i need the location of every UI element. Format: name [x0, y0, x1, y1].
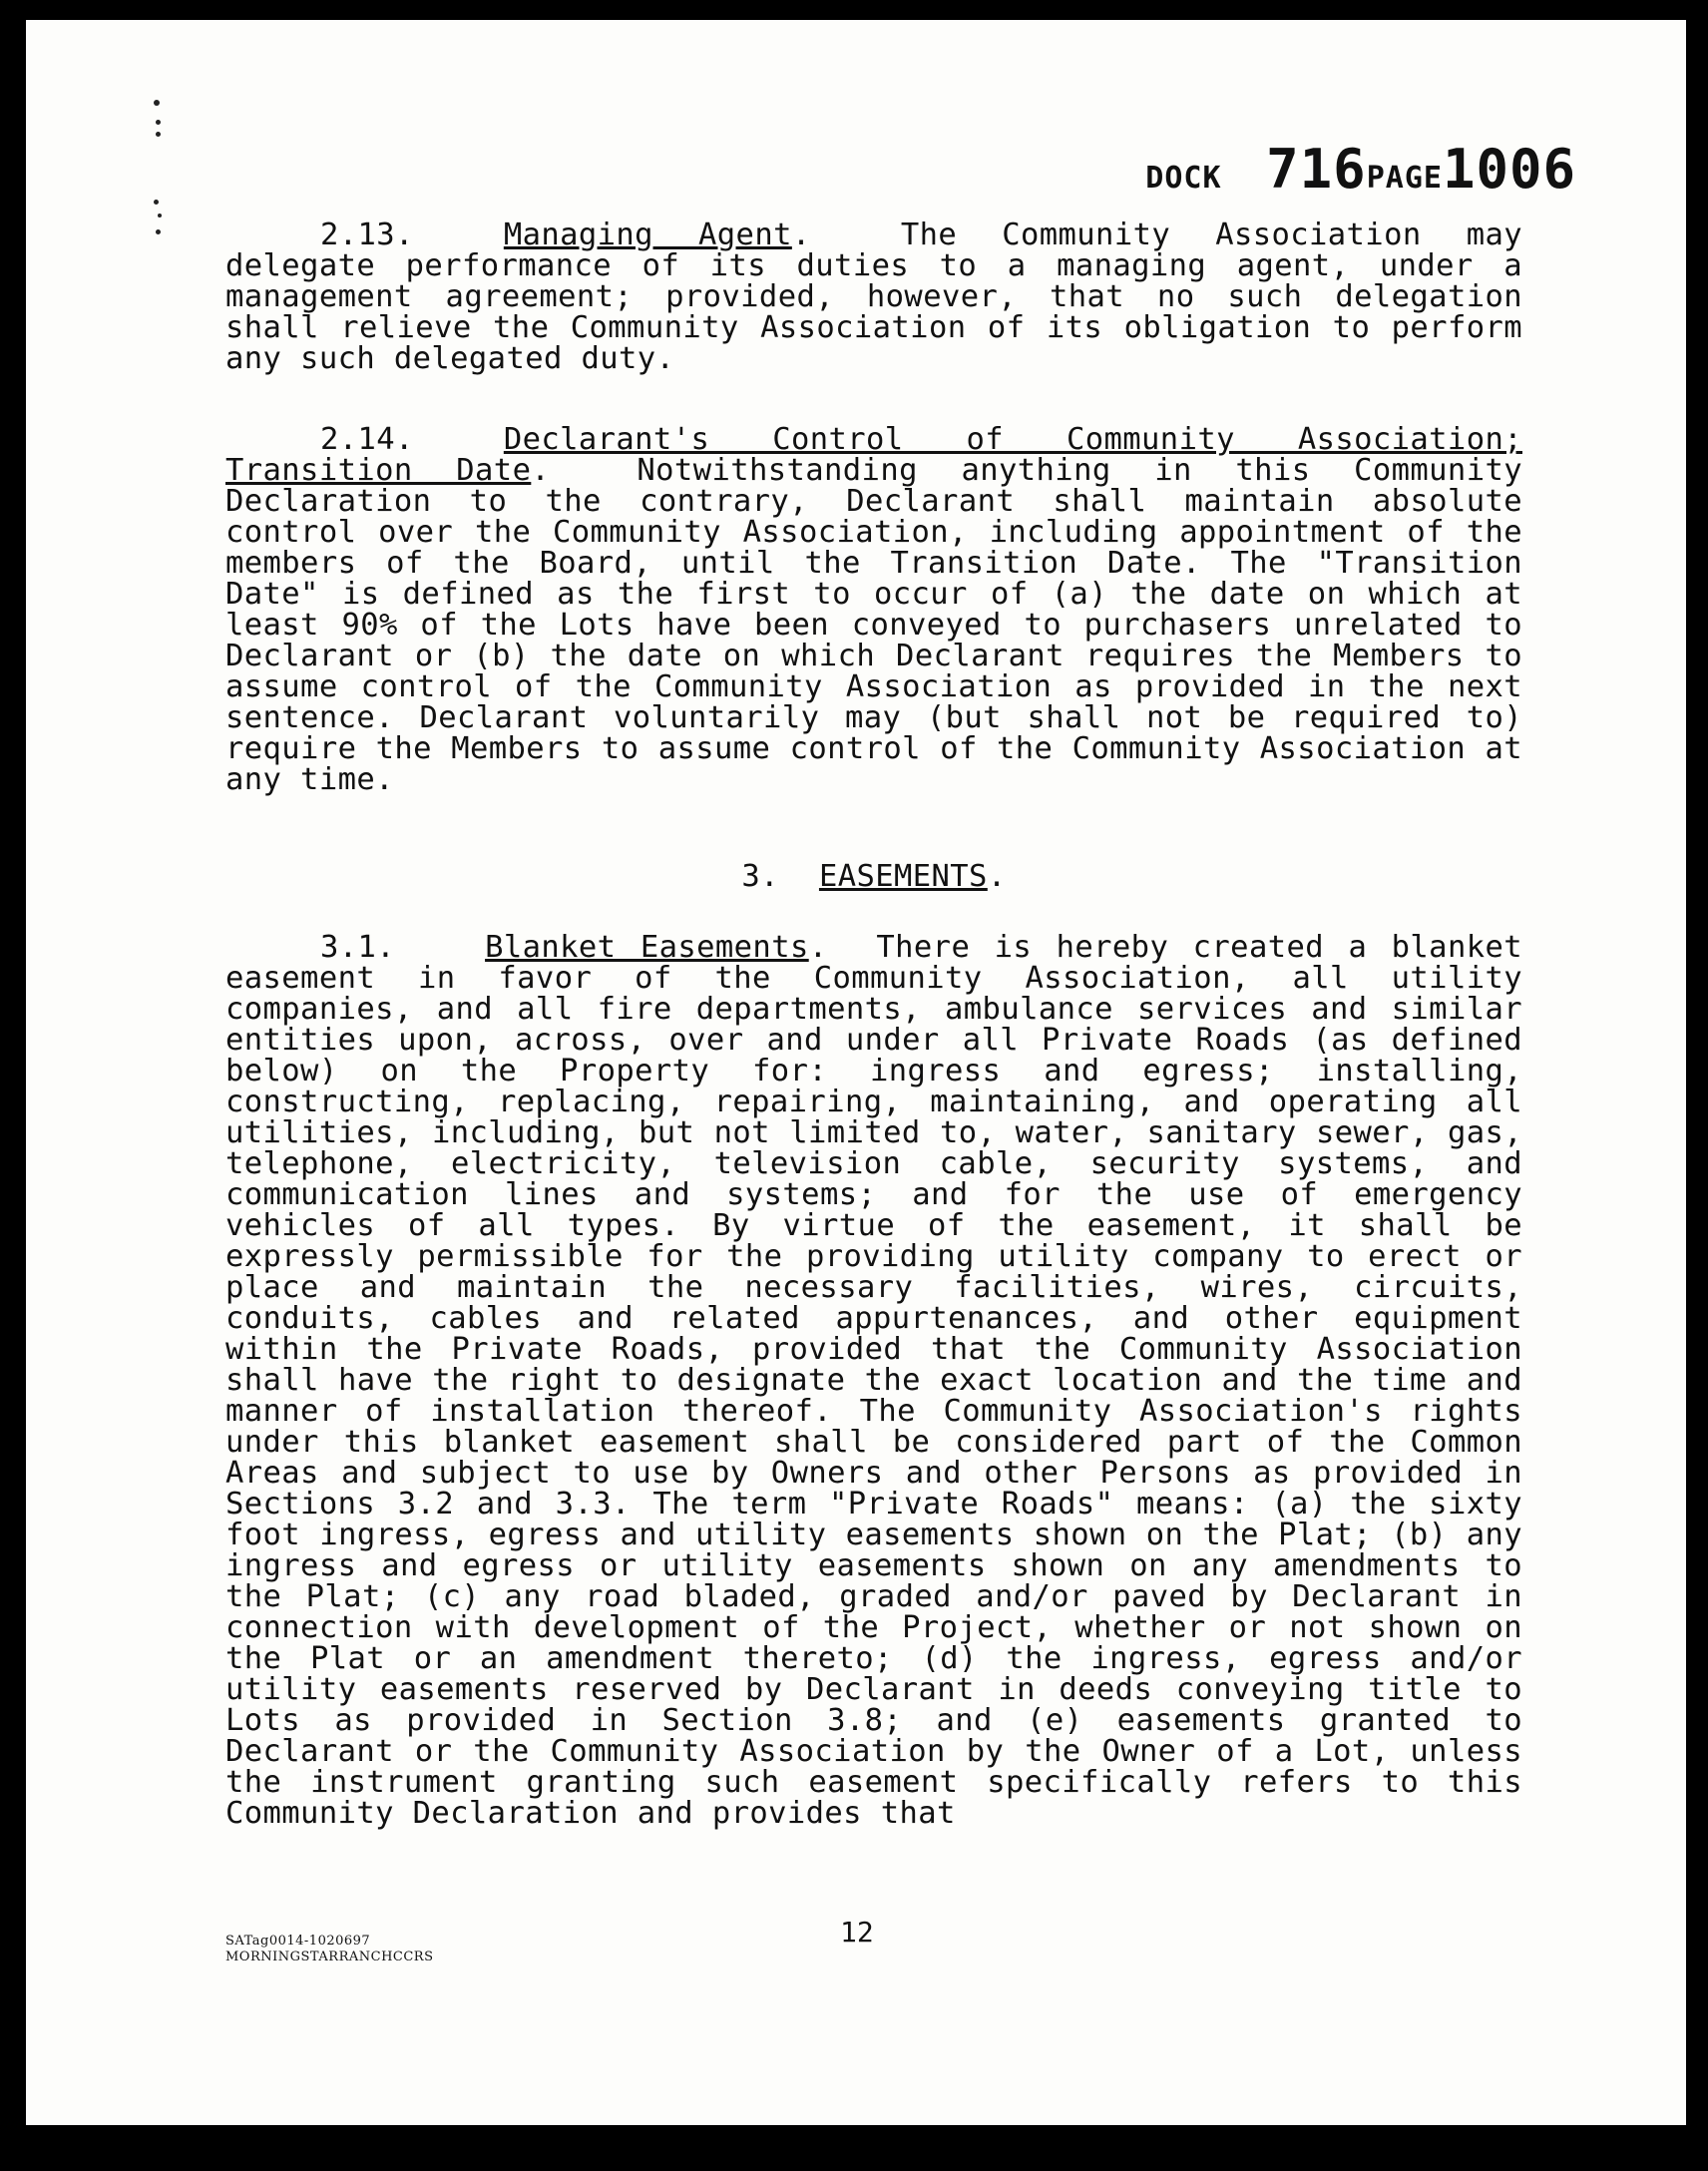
section-text: The Community Association may delegate performance of its duties to a managing agent, under a management agreement; provided, however, that no such delegation shall relieve the Community Association of its obligation to perform any such delegated duty. [225, 217, 1522, 376]
document-page [26, 20, 1686, 2125]
section-heading: Declarant's Control of Community Association; Transition Date [225, 422, 1522, 488]
page-number: 12 [840, 1916, 874, 1949]
page-label: PAGE [1366, 161, 1443, 196]
section-number: 2.13. [320, 217, 414, 252]
section-2-13: 2.13. Managing Agent. The Community Association may delegate performance of its duties to a managing agent, under a management agreement; provided, however, that no such delegation shall relieve the Community Association of its obligation to perform any such delegated duty. [225, 217, 1522, 376]
section-3-1: 3.1. Blanket Easements. There is hereby created a blanket easement in favor of the Community Association, all utility companies, and all fire departments, ambulance services and similar entities upon, across, over and under all Private Roads (as defined below) on the Property for: ingress and egress; installing, constructing, replacing, repairing, maintaining, and operating all utilities, including, but not limited to, water, sanitary sewer, gas, telephone, electricity, television cable, security systems, and communication lines and systems; and for the use of emergency vehicles of all types. By virtue of the easement, it shall be expressly permissible for the providing utility company to erect or place and maintain the necessary facilities, wires, circuits, conduits, cables and related appurtenances, and other equipment within the Private Roads, provided that the Community Association shall have the right to designate the exact location and the time and manner of installation thereof. The Community Association's rights under this blanket easement shall be considered part of the Common Areas and subject to use by Owners and other Persons as provided in Sections 3.2 and 3.3. The term "Private Roads" means: (a) the sixty foot ingress, egress and utility easements shown on the Plat; (b) any ingress and egress or utility easements shown on any amendments to the Plat; (c) any road bladed, graded and/or paved by Declarant in connection with development of the Project, whether or not shown on the Plat or an amendment thereto; (d) the ingress, egress and/or utility easements reserved by Declarant in deeds conveying title to Lots as provided in Section 3.8; and (e) easements granted to Declarant or the Community Association by the Owner of a Lot, unless the instrument granting such easement specifically refers to this Community Declaration and provides that [225, 930, 1522, 1831]
book-page-reference [1145, 138, 1576, 201]
scan-speck [154, 100, 160, 106]
scan-speck [158, 214, 162, 217]
file-reference [225, 1934, 434, 1965]
recorded-page-number: 1006 [1442, 138, 1576, 201]
section-text: There is hereby created a blanket easement in favor of the Community Association, all utility companies, and all fire departments, ambulance services and similar entities upon, across, over and under all Private Roads (as defined below) on the Property for: ingress and egress; installing, constructing, replacing, repairing, maintaining, and operating all utilities, including, but not limited to, water, sanitary sewer, gas, telephone, electricity, television cable, security systems, and communication lines and systems; and for the use of emergency vehicles of all types. By virtue of the easement, it shall be expressly permissible for the providing utility company to erect or place and maintain the necessary facilities, wires, circuits, conduits, cables and related appurtenances, and other equipment within the Private Roads, provided that the Community Association shall have the right to designate the exact location and the time and manner of installation thereof. The Community Association's rights under this blanket easement shall be considered part of the Common Areas and subject to use by Owners and other Persons as provided in Sections 3.2 and 3.3. The term "Private Roads" means: (a) the sixty foot ingress, egress and utility easements shown on the Plat; (b) any ingress and egress or utility easements shown on any amendments to the Plat; (c) any road bladed, graded and/or paved by Declarant in connection with development of the Project, whether or not shown on the Plat or an amendment thereto; (d) the ingress, egress and/or utility easements reserved by Declarant in deeds conveying title to Lots as provided in Section 3.8; and (e) easements granted to Declarant or the Community Association by the Owner of a Lot, unless the instrument granting such easement specifically refers to this Community Declaration and provides that [225, 930, 1522, 1831]
scan-speck [156, 229, 161, 234]
section-heading: Blanket Easements [485, 930, 809, 965]
article-title: EASEMENTS [818, 859, 988, 894]
article-heading: 3. EASEMENTS. [741, 859, 1007, 894]
book-number: 716 [1266, 138, 1367, 201]
section-heading: Managing Agent [503, 217, 792, 252]
section-number: 2.14. [320, 422, 414, 457]
scan-speck [156, 120, 161, 125]
scan-speck [154, 200, 159, 205]
section-2-14: 2.14. Declarant's Control of Community Association; Transition Date. Notwithstanding anything in this Community Declaration to the contrary, Declarant shall maintain absolute control over the Community Association, including appointment of the members of the Board, until the Transition Date. The "Transition Date" is defined as the first to occur of (a) the date on which at least 90% of the Lots have been conveyed to purchasers unrelated to Declarant or (b) the date on which Declarant requires the Members to assume control of the Community Association as provided in the next sentence. Declarant voluntarily may (but shall not be required to) require the Members to assume control of the Community Association at any time. [225, 422, 1522, 797]
book-label: DOCK [1145, 161, 1222, 196]
article-number: 3. [741, 859, 779, 894]
section-number: 3.1. [320, 930, 396, 965]
section-text: Notwithstanding anything in this Community Declaration to the contrary, Declarant shall maintain absolute control over the Community Association, including appointment of the members of the Board, until the Transition Date. The "Transition Date" is defined as the first to occur of (a) the date on which at least 90% of the Lots have been conveyed to purchasers unrelated to Declarant or (b) the date on which Declarant requires the Members to assume control of the Community Association as provided in the next sentence. Declarant voluntarily may (but shall not be required to) require the Members to assume control of the Community Association at any time. [225, 453, 1522, 797]
file-reference-line: SATag0014-1020697 [225, 1934, 371, 1949]
scan-speck [156, 132, 161, 137]
file-reference-line: MORNINGSTARRANCHCCRS [225, 1950, 434, 1964]
document-body [225, 219, 1522, 1879]
